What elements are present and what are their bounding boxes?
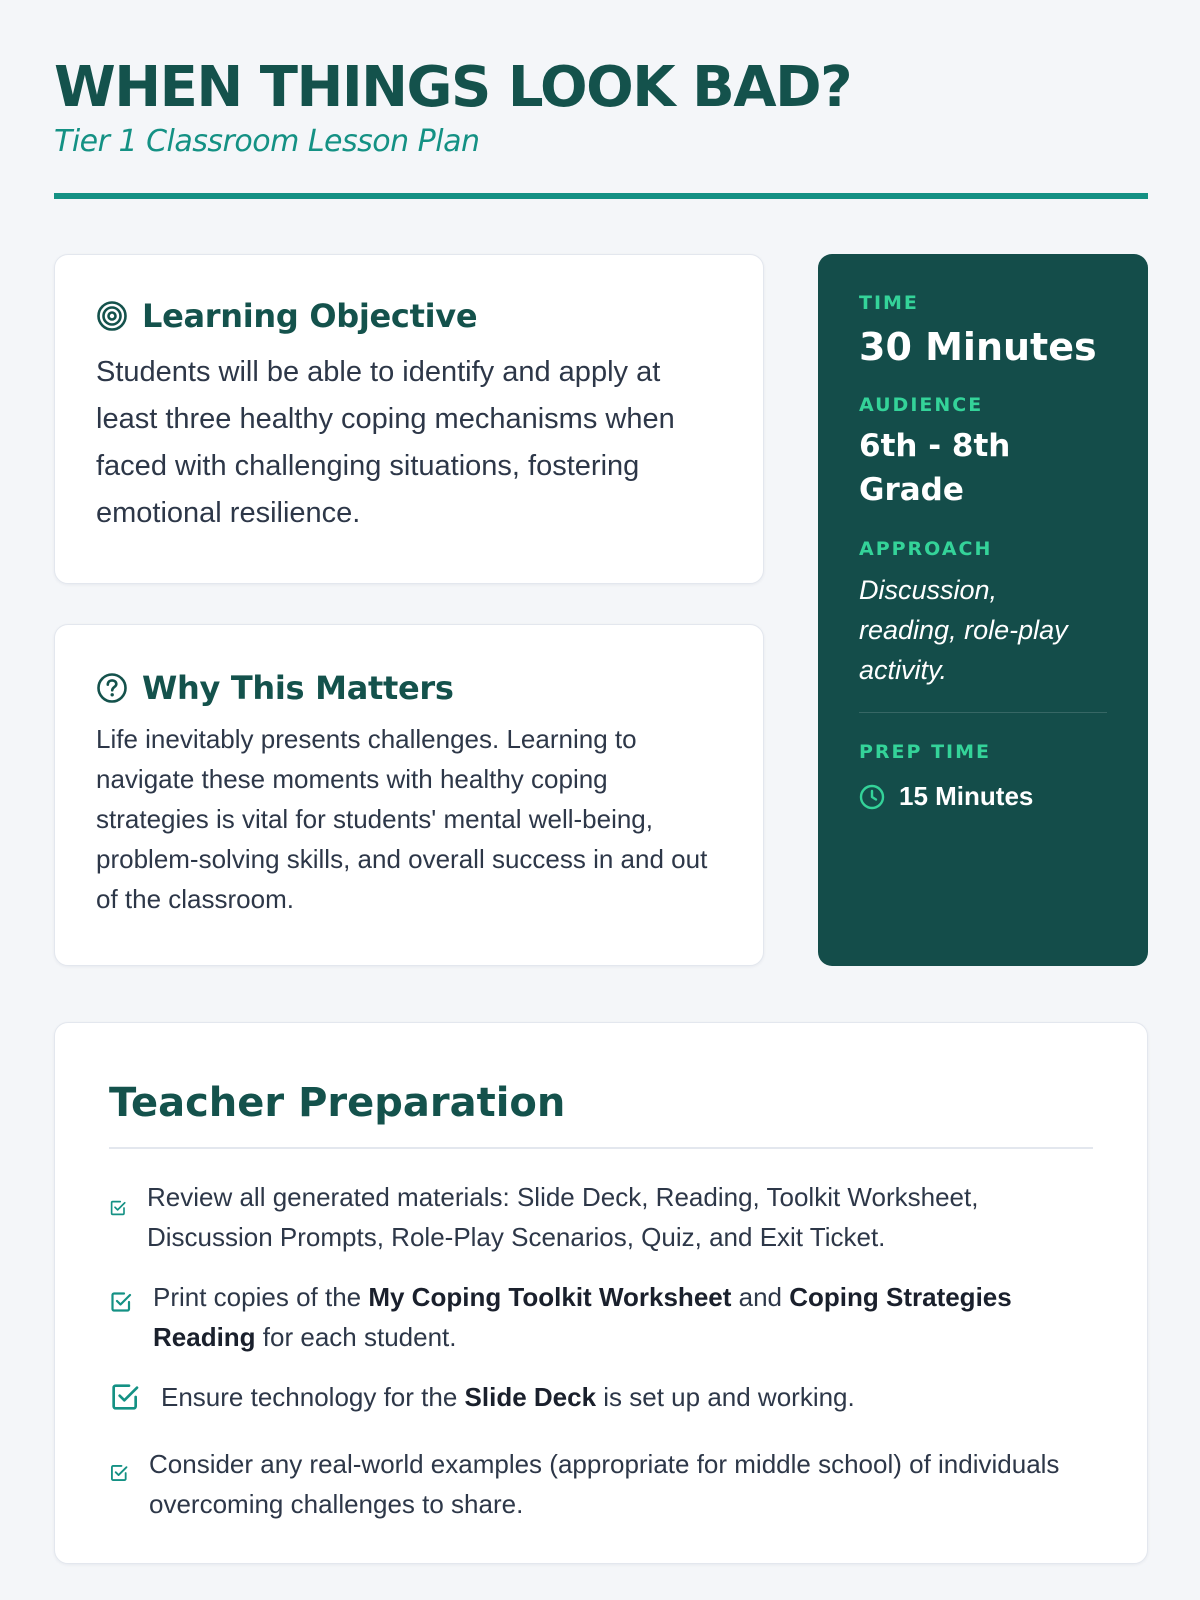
learning-objective-text: Students will be able to identify and apply at least three healthy coping mechanisms when faced with challenging situations, fostering emotional resilience.	[96, 356, 675, 529]
page-title: WHEN THINGS LOOK BAD?	[54, 55, 852, 120]
clock-icon	[859, 784, 885, 810]
teacher-preparation-title: Teacher Preparation	[109, 1075, 1093, 1149]
why-this-matters-heading	[96, 669, 723, 707]
teacher-preparation-card	[54, 1022, 1148, 1564]
checklist-item-text: Consider any real-world examples (appropriate for middle school) of individuals overcoming challenges to share.	[149, 1449, 1060, 1519]
checkbox-checked-icon	[109, 1454, 129, 1494]
why-this-matters-text: Life inevitably presents challenges. Learning to navigate these moments with healthy coping strategies is vital for students' mental well-being, problem-solving skills, and overall success in and out of the classroom.	[96, 724, 708, 914]
time-label: TIME	[859, 292, 919, 314]
audience-label: AUDIENCE	[859, 394, 984, 416]
question-circle-icon	[96, 672, 128, 704]
checkbox-checked-icon	[109, 1285, 133, 1325]
lesson-details-panel	[818, 254, 1148, 966]
checklist-item	[109, 1377, 1093, 1424]
panel-divider	[859, 712, 1107, 713]
page-header	[54, 56, 1148, 160]
target-icon	[96, 300, 128, 332]
approach-value: Discussion, reading, role-play activity.	[859, 575, 1068, 685]
prep-time-label: PREP TIME	[859, 741, 991, 763]
time-value: 30 Minutes	[859, 325, 1097, 369]
checklist-item-text: Print copies of the My Coping Toolkit Worksheet and Coping Strategies Reading for each student.	[153, 1282, 1012, 1352]
checkbox-checked-icon	[109, 1188, 127, 1228]
checklist-item	[109, 1277, 1093, 1357]
prep-time-value: 15 Minutes	[899, 781, 1034, 811]
checkbox-checked-icon	[109, 1381, 141, 1424]
audience-value: 6th - 8th Grade	[859, 428, 1011, 508]
checklist-item	[109, 1444, 1093, 1524]
header-divider	[54, 193, 1148, 199]
why-this-matters-card	[54, 624, 764, 966]
checklist-item-text: Ensure technology for the Slide Deck is set up and working.	[161, 1382, 855, 1412]
learning-objective-card	[54, 254, 764, 584]
page-subtitle: Tier 1 Classroom Lesson Plan	[54, 124, 480, 159]
why-this-matters-title: Why This Matters	[142, 669, 454, 707]
approach-label: APPROACH	[859, 538, 993, 560]
preparation-checklist	[109, 1177, 1093, 1524]
checklist-item-text: Review all generated materials: Slide Deck, Reading, Toolkit Worksheet, Discussion Prompts, Role-Play Scenarios, Quiz, and Exit Ticket.	[147, 1182, 979, 1252]
checklist-item	[109, 1177, 1093, 1257]
learning-objective-title: Learning Objective	[142, 297, 478, 335]
prep-time-row	[859, 781, 1108, 812]
learning-objective-heading	[96, 297, 723, 335]
